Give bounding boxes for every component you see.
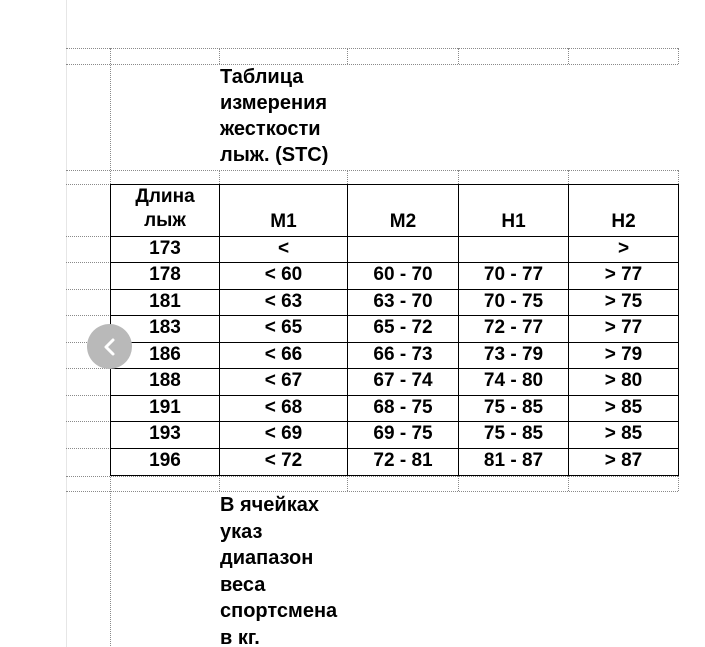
grid-line (568, 476, 569, 491)
cell-h1: 70 - 75 (483, 291, 544, 312)
grid-line (66, 315, 111, 316)
cell-m2: 72 - 81 (373, 450, 433, 471)
grid-line (219, 170, 220, 184)
cell-length: 188 (149, 370, 181, 391)
cell-h2: > 77 (604, 264, 643, 285)
cell-length: 193 (149, 423, 181, 444)
grid-line (678, 48, 679, 64)
cell-length: 196 (149, 450, 181, 471)
cell-m1: < 67 (264, 370, 303, 391)
cell-h1: 70 - 77 (483, 264, 544, 285)
cell-m2: 69 - 75 (373, 423, 433, 444)
grid-line (66, 236, 111, 237)
cell-h2: > 87 (604, 450, 643, 471)
grid-line (458, 476, 459, 491)
cell-h2: > 80 (604, 370, 643, 391)
column-header-length: Длина лыж (135, 186, 195, 231)
grid-line (347, 48, 348, 64)
page-title: Таблица измерения жесткости лыж. (STC) (220, 66, 329, 166)
grid-line (347, 170, 348, 184)
cell-m1: < 68 (264, 397, 303, 418)
cell-h2: > 77 (604, 317, 643, 338)
footnote: В ячейках указ диапазон веса спортсмена в кг. (220, 494, 338, 647)
cell-length: 186 (149, 344, 181, 365)
cell-m2: 66 - 73 (373, 344, 433, 365)
cell-h2: > 85 (604, 397, 643, 418)
cell-length: 173 (149, 238, 181, 259)
cell-m1: < 69 (264, 423, 303, 444)
grid-line (347, 476, 348, 491)
cell-m1: < 63 (264, 291, 303, 312)
grid-line (66, 184, 111, 185)
cell-m1: < 72 (264, 450, 303, 471)
cell-h1: 73 - 79 (483, 344, 544, 365)
grid-line (458, 48, 459, 64)
cell-m2: 68 - 75 (373, 397, 433, 418)
cell-h2: > 85 (604, 423, 643, 444)
back-button[interactable] (87, 324, 132, 369)
cell-length: 191 (149, 397, 181, 418)
cell-length: 178 (149, 264, 181, 285)
grid-line (219, 48, 220, 64)
grid-line (678, 170, 679, 184)
cell-length: 183 (149, 317, 181, 338)
cell-h2: > (617, 238, 630, 259)
grid-line (66, 395, 111, 396)
cell-h1: 75 - 85 (483, 397, 544, 418)
chevron-left-icon (100, 337, 120, 357)
column-header-m2: M2 (389, 211, 417, 232)
cell-h1: 72 - 77 (483, 317, 544, 338)
grid-line (66, 491, 678, 492)
grid-line (66, 289, 111, 290)
table-border (678, 184, 679, 476)
grid-line (66, 48, 678, 49)
grid-line (66, 262, 111, 263)
grid-line (678, 476, 679, 491)
grid-line (66, 476, 678, 477)
grid-line (219, 476, 220, 491)
cell-m1: < (277, 238, 290, 259)
cell-m2: 67 - 74 (373, 370, 433, 391)
cell-h1: 81 - 87 (483, 450, 544, 471)
cell-h1: 74 - 80 (483, 370, 544, 391)
cell-m1: < 66 (264, 344, 303, 365)
grid-line (66, 448, 111, 449)
cell-m1: < 60 (264, 264, 303, 285)
cell-h1: 75 - 85 (483, 423, 544, 444)
grid-line (568, 170, 569, 184)
grid-line (66, 170, 678, 171)
grid-line (66, 421, 111, 422)
cell-m2: 65 - 72 (373, 317, 433, 338)
cell-m1: < 65 (264, 317, 303, 338)
column-header-h1: H1 (501, 211, 526, 232)
cell-m2: 63 - 70 (373, 291, 433, 312)
page-edge (66, 0, 67, 647)
cell-length: 181 (149, 291, 181, 312)
column-header-h2: H2 (611, 211, 636, 232)
cell-h2: > 79 (604, 344, 643, 365)
column-header-m1: M1 (270, 211, 297, 232)
cell-h2: > 75 (604, 291, 643, 312)
cell-m2: 60 - 70 (373, 264, 433, 285)
grid-line (568, 48, 569, 64)
grid-line (66, 64, 678, 65)
grid-line (458, 170, 459, 184)
table-border (110, 475, 679, 476)
